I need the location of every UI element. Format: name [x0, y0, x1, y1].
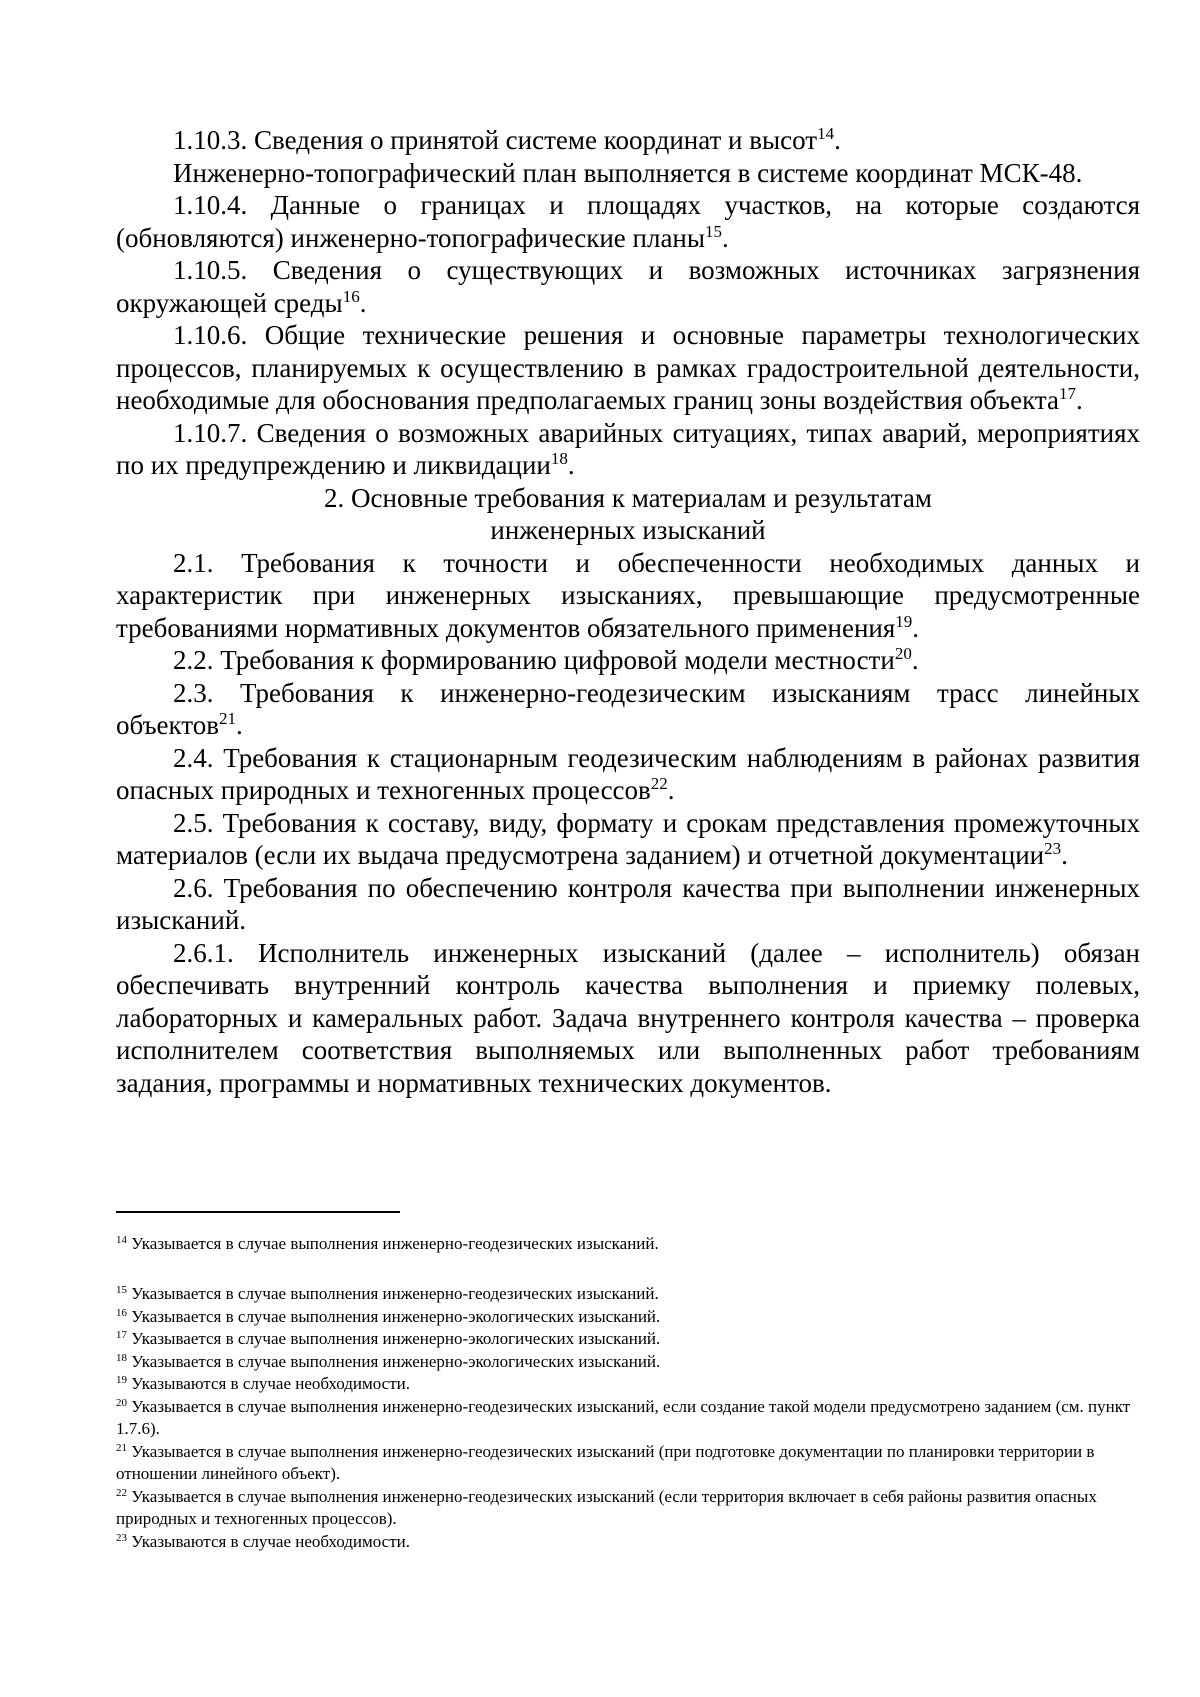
footnote-item: $^{22}$ Указывается в случае выполнения инженерно-геодезических изысканий (если территория включает в себя районы развития опасных природных и техногенных процессов). — [116, 1486, 1097, 1528]
paragraph-1-10-7: 1.10.7. Сведения о возможных аварийных ситуациях, типах аварий, мероприятиях по их предупреждению и ликвидации$^{18}$. — [116, 417, 1140, 480]
footnote-item: $^{19}$ Указываются в случае необходимости. — [116, 1374, 411, 1393]
paragraph-2-2: 2.2. Требования к формированию цифровой модели местности$^{20}$. — [173, 644, 919, 675]
footnote-item: $^{15}$ Указывается в случае выполнения инженерно-геодезических изысканий. — [116, 1284, 659, 1303]
paragraph-1-10-6: 1.10.6. Общие технические решения и основные параметры технологических процессов, планируемых к осуществлению в рамках градостроительной деятельности, необходимые для обоснования предполагаемых границ зоны воздействия объекта$^{17}$. — [116, 320, 1140, 415]
footnote-item: $^{21}$ Указывается в случае выполнения инженерно-геодезических изысканий (при подготовке документации по планировки территории в отношении линейного объект). — [116, 1441, 1095, 1483]
footnote-ref[interactable]: 22 — [650, 774, 668, 793]
paragraph-coordinate-system: Инженерно-топографический план выполняется в системе координат МСК-48. — [173, 157, 1083, 188]
footnote-ref[interactable]: 16 — [342, 286, 360, 306]
paragraph-2-1: 2.1. Требования к точности и обеспеченности необходимых данных и характеристик при инженерных изысканиях, превышающие предусмотренные требованиями нормативных документов обязательного применения$^{19}$. — [116, 547, 1140, 643]
footnote-ref[interactable]: 20 — [894, 644, 912, 663]
footnote-item: $^{17}$ Указывается в случае выполнения инженерно-экологических изысканий. — [116, 1329, 661, 1348]
section-heading-line-2: инженерных изысканий — [490, 515, 766, 545]
footnote-ref[interactable]: 21 — [218, 709, 236, 728]
footnote-ref[interactable]: 17 — [1058, 384, 1076, 403]
paragraph-1-10-5: 1.10.5. Сведения о существующих и возможных источниках загрязнения окружающей среды$^{16}$. — [116, 255, 1140, 318]
footnote-ref[interactable]: 23 — [1044, 839, 1062, 858]
paragraph-1-10-3: 1.10.3. Сведения о принятой системе координат и высот$^{14}$. — [173, 124, 841, 155]
footnote-ref[interactable]: 19 — [895, 611, 913, 631]
paragraph-2-6: 2.6. Требования по обеспечению контроля качества при выполнении инженерных изысканий. — [116, 872, 1140, 935]
paragraph-2-4: 2.4. Требования к стационарным геодезическим наблюдениям в районах развития опасных природных и техногенных процессов$^{22}$. — [116, 742, 1140, 805]
footnote-item: $^{20}$ Указывается в случае выполнения инженерно-геодезических изысканий, если создание такой модели предусмотрено заданием (см. пункт 1.7.6). — [116, 1396, 1131, 1438]
paragraph-2-3: 2.3. Требования к инженерно-геодезическим изысканиям трасс линейных объектов$^{21}$. — [116, 677, 1140, 740]
footnote-ref[interactable]: 18 — [550, 449, 568, 468]
paragraph-2-6-1: 2.6.1. Исполнитель инженерных изысканий (далее – исполнитель) обязан обеспечивать внутренний контроль качества выполнения и приемку полевых, лабораторных и камеральных работ. Задача внутреннего контроля качества – проверка исполнителем соответствия выполняемых или выполненных работ требованиям задания, программы и нормативных технических документов. — [116, 937, 1140, 1098]
paragraph-2-5: 2.5. Требования к составу, виду, формату и срокам представления промежуточных материалов (если их выдача предусмотрена заданием) и отчетной документации$^{23}$. — [116, 807, 1140, 870]
footnotes-top — [116, 1233, 1140, 1256]
footnote-item: $^{16}$ Указывается в случае выполнения инженерно-экологических изысканий. — [116, 1306, 661, 1326]
footnote-item: $^{14}$ Указывается в случае выполнения инженерно-геодезических изысканий. — [116, 1234, 659, 1253]
section-heading-line-1: 2. Основные требования к материалам и результатам — [324, 482, 932, 513]
footnote-item: $^{23}$ Указываются в случае необходимости. — [116, 1531, 411, 1551]
main-text — [116, 124, 1140, 1099]
footnote-item: $^{18}$ Указывается в случае выполнения инженерно-экологических изысканий. — [116, 1351, 661, 1371]
footnote-ref[interactable]: 15 — [705, 221, 723, 241]
paragraph-1-10-4: 1.10.4. Данные о границах и площадях участков, на которые создаются (обновляются) инженерно-топографические планы$^{15}$. — [116, 190, 1140, 253]
footnote-separator — [116, 1211, 400, 1213]
section-heading — [116, 482, 1140, 547]
footnotes-list — [116, 1283, 1140, 1553]
footnote-ref[interactable]: 14 — [817, 124, 835, 143]
